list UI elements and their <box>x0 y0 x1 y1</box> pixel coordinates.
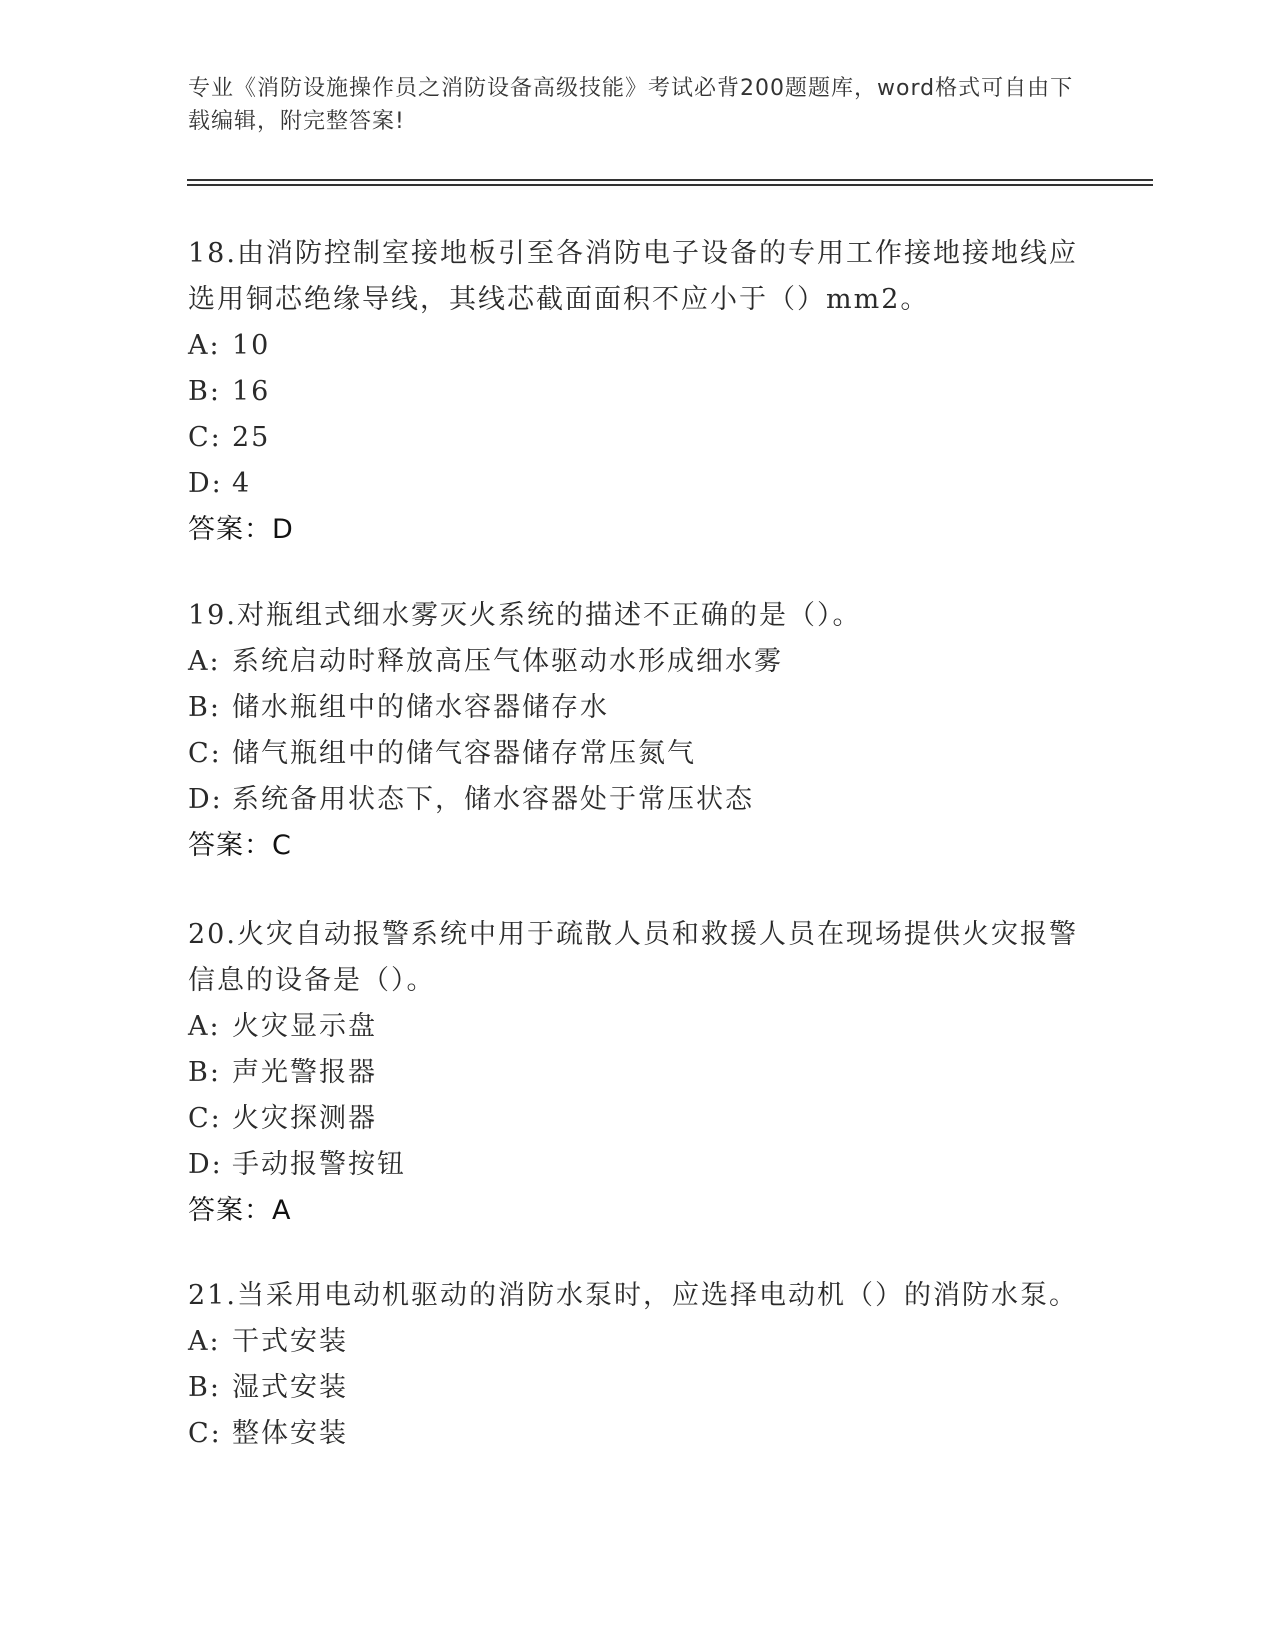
answer-line: 答案：D <box>188 514 294 545</box>
answer-line: 答案：C <box>188 830 292 861</box>
option-letter: C: <box>188 1103 222 1134</box>
option-letter: C: <box>188 1418 222 1449</box>
option-text: 整体安装 <box>232 1418 348 1449</box>
question-stem: 18.由消防控制室接地板引至各消防电子设备的专用工作接地接地线应选用铜芯绝缘导线，其线芯截面面积不应小于（）mm2。 <box>188 238 1078 315</box>
option-c <box>188 731 1088 777</box>
option-text: 16 <box>232 376 271 407</box>
option-b <box>188 1365 1088 1411</box>
option-text: 声光警报器 <box>232 1057 377 1088</box>
answer-line: 答案：A <box>188 1195 292 1226</box>
option-text: 储水瓶组中的储水容器储存水 <box>232 692 609 723</box>
option-text: 手动报警按钮 <box>232 1149 406 1180</box>
option-text: 湿式安装 <box>232 1372 348 1403</box>
option-letter: C: <box>188 422 222 453</box>
option-text: 25 <box>232 422 271 453</box>
option-a <box>188 323 1088 369</box>
option-letter: B: <box>188 376 221 407</box>
option-text: 系统备用状态下，储水容器处于常压状态 <box>232 784 754 815</box>
option-c <box>188 1411 1088 1457</box>
option-text: 储气瓶组中的储气容器储存常压氮气 <box>232 738 696 769</box>
option-b <box>188 685 1088 731</box>
question-stem: 19.对瓶组式细水雾灭火系统的描述不正确的是（）。 <box>188 600 862 631</box>
option-letter: C: <box>188 738 222 769</box>
document-header: 专业《消防设施操作员之消防设备高级技能》考试必背200题题库，word格式可自由下载编辑，附完整答案! <box>188 76 1074 134</box>
option-letter: D: <box>188 1149 223 1180</box>
option-b <box>188 1050 1088 1096</box>
option-a <box>188 1319 1088 1365</box>
question-19 <box>188 593 1088 869</box>
option-letter: A: <box>188 330 221 361</box>
option-letter: B: <box>188 1372 221 1403</box>
option-c <box>188 415 1088 461</box>
question-20 <box>188 912 1088 1234</box>
option-c <box>188 1096 1088 1142</box>
option-letter: D: <box>188 468 223 499</box>
option-text: 干式安装 <box>232 1326 348 1357</box>
question-21 <box>188 1273 1088 1457</box>
option-d <box>188 777 1088 823</box>
option-text: 4 <box>232 468 252 499</box>
option-b <box>188 369 1088 415</box>
question-stem: 21.当采用电动机驱动的消防水泵时，应选择电动机（）的消防水泵。 <box>188 1280 1078 1311</box>
option-text: 火灾显示盘 <box>232 1011 377 1042</box>
header-divider-bottom <box>187 184 1153 186</box>
option-letter: A: <box>188 1011 221 1042</box>
option-text: 火灾探测器 <box>232 1103 377 1134</box>
header-divider-top <box>187 179 1153 181</box>
option-a <box>188 639 1088 685</box>
option-d <box>188 1142 1088 1188</box>
option-letter: A: <box>188 1326 221 1357</box>
option-a <box>188 1004 1088 1050</box>
option-letter: B: <box>188 692 221 723</box>
question-18 <box>188 231 1088 553</box>
option-letter: B: <box>188 1057 221 1088</box>
option-text: 系统启动时释放高压气体驱动水形成细水雾 <box>232 646 783 677</box>
question-stem: 20.火灾自动报警系统中用于疏散人员和救援人员在现场提供火灾报警信息的设备是（）。 <box>188 919 1078 996</box>
option-text: 10 <box>232 330 271 361</box>
option-letter: D: <box>188 784 223 815</box>
option-d <box>188 461 1088 507</box>
option-letter: A: <box>188 646 221 677</box>
